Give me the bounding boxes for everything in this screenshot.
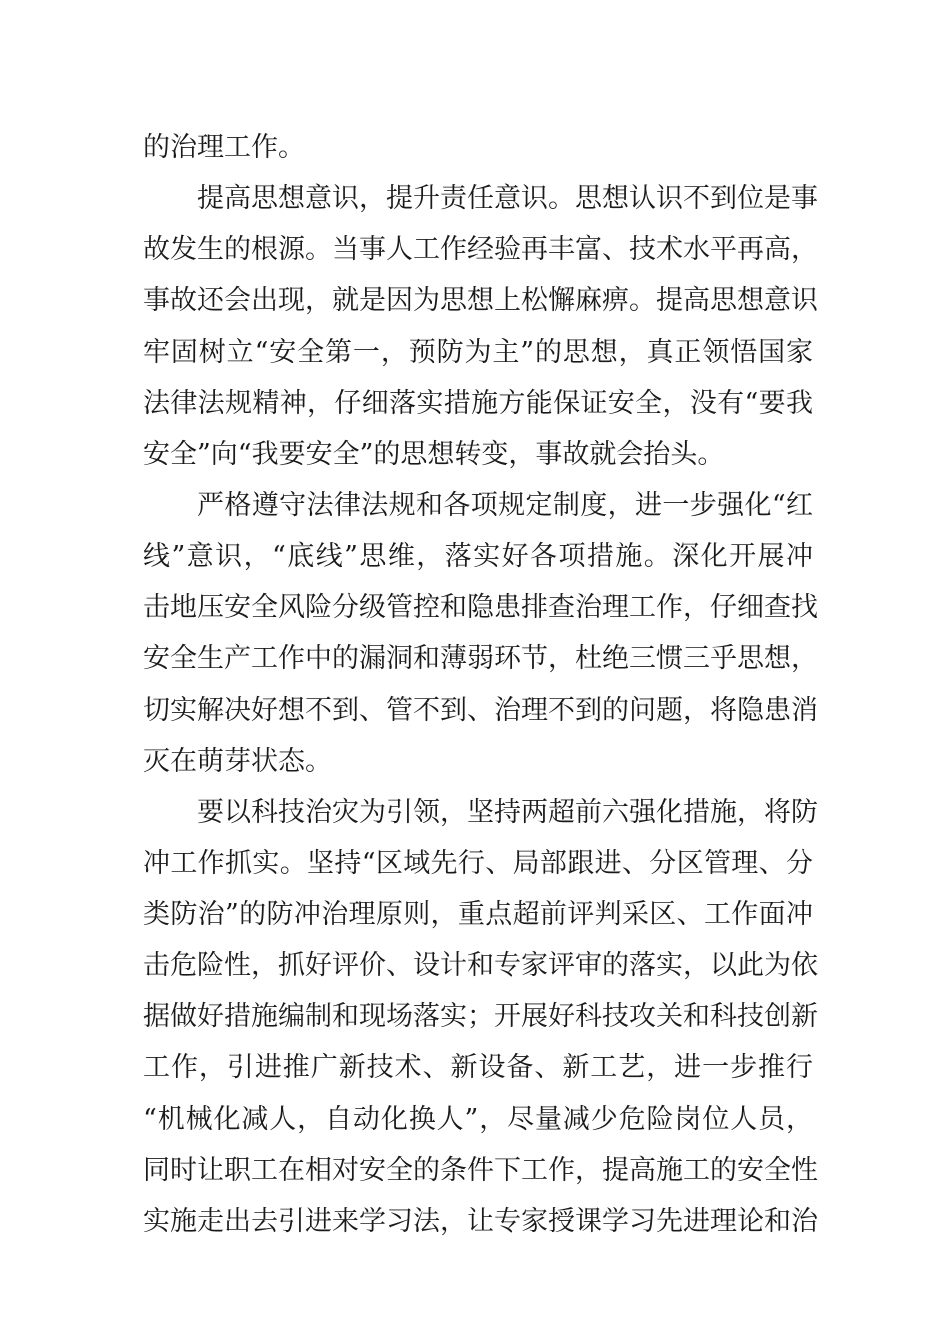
text-line: 线”意识，“底线”思维，落实好各项措施。深化开展冲 <box>143 541 813 572</box>
text-line: 事故还会出现，就是因为思想上松懈麻痹。提高思想意识 <box>143 285 818 316</box>
text-line: 击地压安全风险分级管控和隐患排查治理工作，仔细查找 <box>143 592 818 623</box>
text-line: 据做好措施编制和现场落实；开展好科技攻关和科技创新 <box>143 1001 818 1032</box>
paragraph-first-line: 提高思想意识，提升责任意识。思想认识不到位是事 <box>197 183 818 214</box>
text-line: 安全生产工作中的漏洞和薄弱环节，杜绝三惯三乎思想， <box>143 643 818 674</box>
text-line: 同时让职工在相对安全的条件下工作，提高施工的安全性 <box>143 1155 818 1186</box>
text-line: 击危险性，抓好评价、设计和专家评审的落实，以此为依 <box>143 950 818 981</box>
text-line: 安全”向“我要安全”的思想转变，事故就会抬头。 <box>143 439 725 470</box>
text-line: 的治理工作。 <box>143 132 305 163</box>
text-line: 切实解决好想不到、管不到、治理不到的问题，将隐患消 <box>143 695 818 726</box>
text-line: 故发生的根源。当事人工作经验再丰富、技术水平再高， <box>143 234 818 265</box>
paragraph-first-line: 要以科技治灾为引领，坚持两超前六强化措施，将防 <box>197 797 818 828</box>
text-line: 灭在萌芽状态。 <box>143 746 332 777</box>
text-line: 法律法规精神，仔细落实措施方能保证安全，没有“要我 <box>143 388 813 419</box>
text-line: 实施走出去引进来学习法，让专家授课学习先进理论和治 <box>143 1206 818 1237</box>
text-line: 冲工作抓实。坚持“区域先行、局部跟进、分区管理、分 <box>143 848 813 879</box>
text-line: 牢固树立“安全第一，预防为主”的思想，真正领悟国家 <box>143 337 813 368</box>
paragraph-first-line: 严格遵守法律法规和各项规定制度，进一步强化“红 <box>197 490 813 521</box>
text-line: 类防治”的防冲治理原则，重点超前评判采区、工作面冲 <box>143 899 813 930</box>
text-line: 工作，引进推广新技术、新设备、新工艺，进一步推行 <box>143 1052 813 1083</box>
text-line: “机械化减人，自动化换人”，尽量减少危险岗位人员， <box>143 1104 813 1135</box>
